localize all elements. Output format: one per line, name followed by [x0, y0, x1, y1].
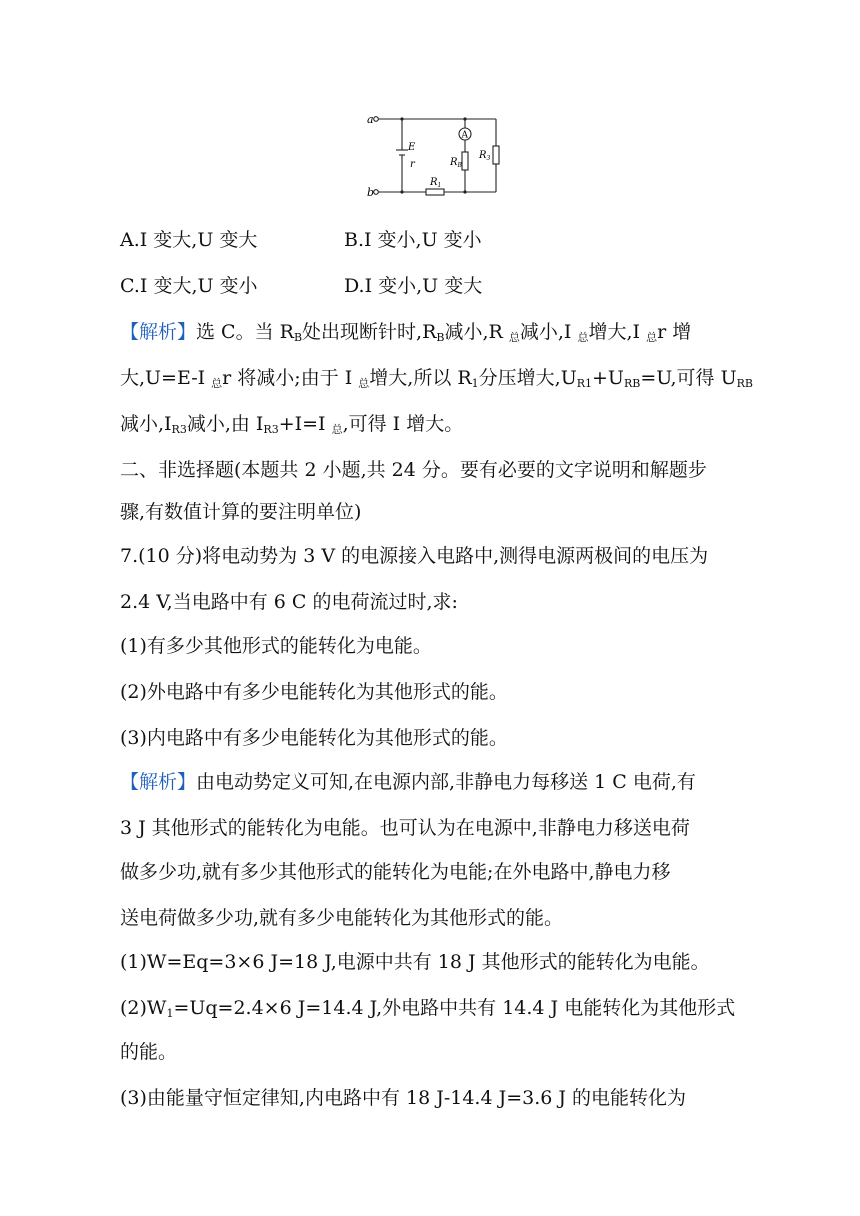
analysis2-line2: 3 J 其他形式的能转化为电能。也可认为在电源中,非静电力移送电荷 [120, 817, 690, 839]
analysis1-line2: 大,U=E-I $_总$r 将减小;由于 I $_总$增大,所以 $R_1$分压增大$,U_{R1}+U_{RB}=U$,可得 $U_{RB}$ [120, 367, 753, 390]
q7-part3: (3)内电路中有多少电能转化为其他形式的能。 [120, 727, 508, 749]
label-E: E [408, 142, 416, 153]
section2-heading-line1: 二、非选择题(本题共 2 小题,共 24 分。要有必要的文字说明和解题步 [120, 459, 707, 481]
analysis2-line4: 送电荷做多少功,就有多少电能转化为其他形式的能。 [120, 907, 564, 929]
answer-part2: $(2)W_1=Uq=2.4\times 6$ J=14.4 J,外电路中共有 14.4 J 电能转化为其他形式 [120, 997, 736, 1020]
label-a: a [367, 113, 374, 126]
analysis-tag: 【解析】 [120, 321, 197, 343]
q7-line1: 7.(10 分)将电动势为 3 V 的电源接入电路中,测得电源两极间的电压为 [120, 545, 709, 567]
option-c: C.I 变大,U 变小 [120, 275, 258, 297]
analysis1-line3: 减小$,I_{R3}$减小,由 $I_{R3}+I=I$ $_总$,可得 I 增大。 [120, 413, 464, 436]
q7-part1: (1)有多少其他形式的能转化为电能。 [120, 635, 432, 657]
label-R1: $R_1$ [430, 177, 442, 189]
answer-part2-cont: 的能。 [120, 1041, 178, 1063]
option-d: D.I 变小,U 变大 [344, 275, 483, 297]
analysis1-line1: 【解析】选 C。当 $R_B$处出现断针时$,R_B$减小,R $_总$减小,I $_总$增大,I $_总$r 增 [120, 321, 692, 344]
option-b: B.I 变小,U 变小 [344, 229, 482, 251]
q7-part2: (2)外电路中有多少电能转化为其他形式的能。 [120, 681, 508, 703]
label-b: b [367, 186, 375, 199]
analysis-tag: 【解析】 [120, 771, 197, 793]
label-RB: $R_B$ [450, 157, 462, 169]
analysis2-line3: 做多少功,就有多少其他形式的能转化为电能;在外电路中,静电力移 [120, 861, 671, 883]
label-r: r [410, 159, 415, 170]
q7-line2: 2.4 V,当电路中有 6 C 的电荷流过时,求: [120, 591, 458, 613]
section2-heading-line2: 骤,有数值计算的要注明单位) [120, 501, 362, 523]
answer-part1: (1)W=Eq=3×6 J=18 J,电源中共有 18 J 其他形式的能转化为电能。 [120, 951, 710, 973]
answer-part3: (3)由能量守恒定律知,内电路中有 18 J-14.4 J=3.6 J 的电能转化为 [120, 1087, 687, 1109]
analysis2-line1: 【解析】由电动势定义可知,在电源内部,非静电力每移送 1 C 电荷,有 [120, 771, 696, 793]
label-R3: $R_3$ [479, 150, 491, 162]
ammeter-label: A [461, 130, 468, 141]
option-a: A.I 变大,U 变大 [120, 229, 258, 251]
